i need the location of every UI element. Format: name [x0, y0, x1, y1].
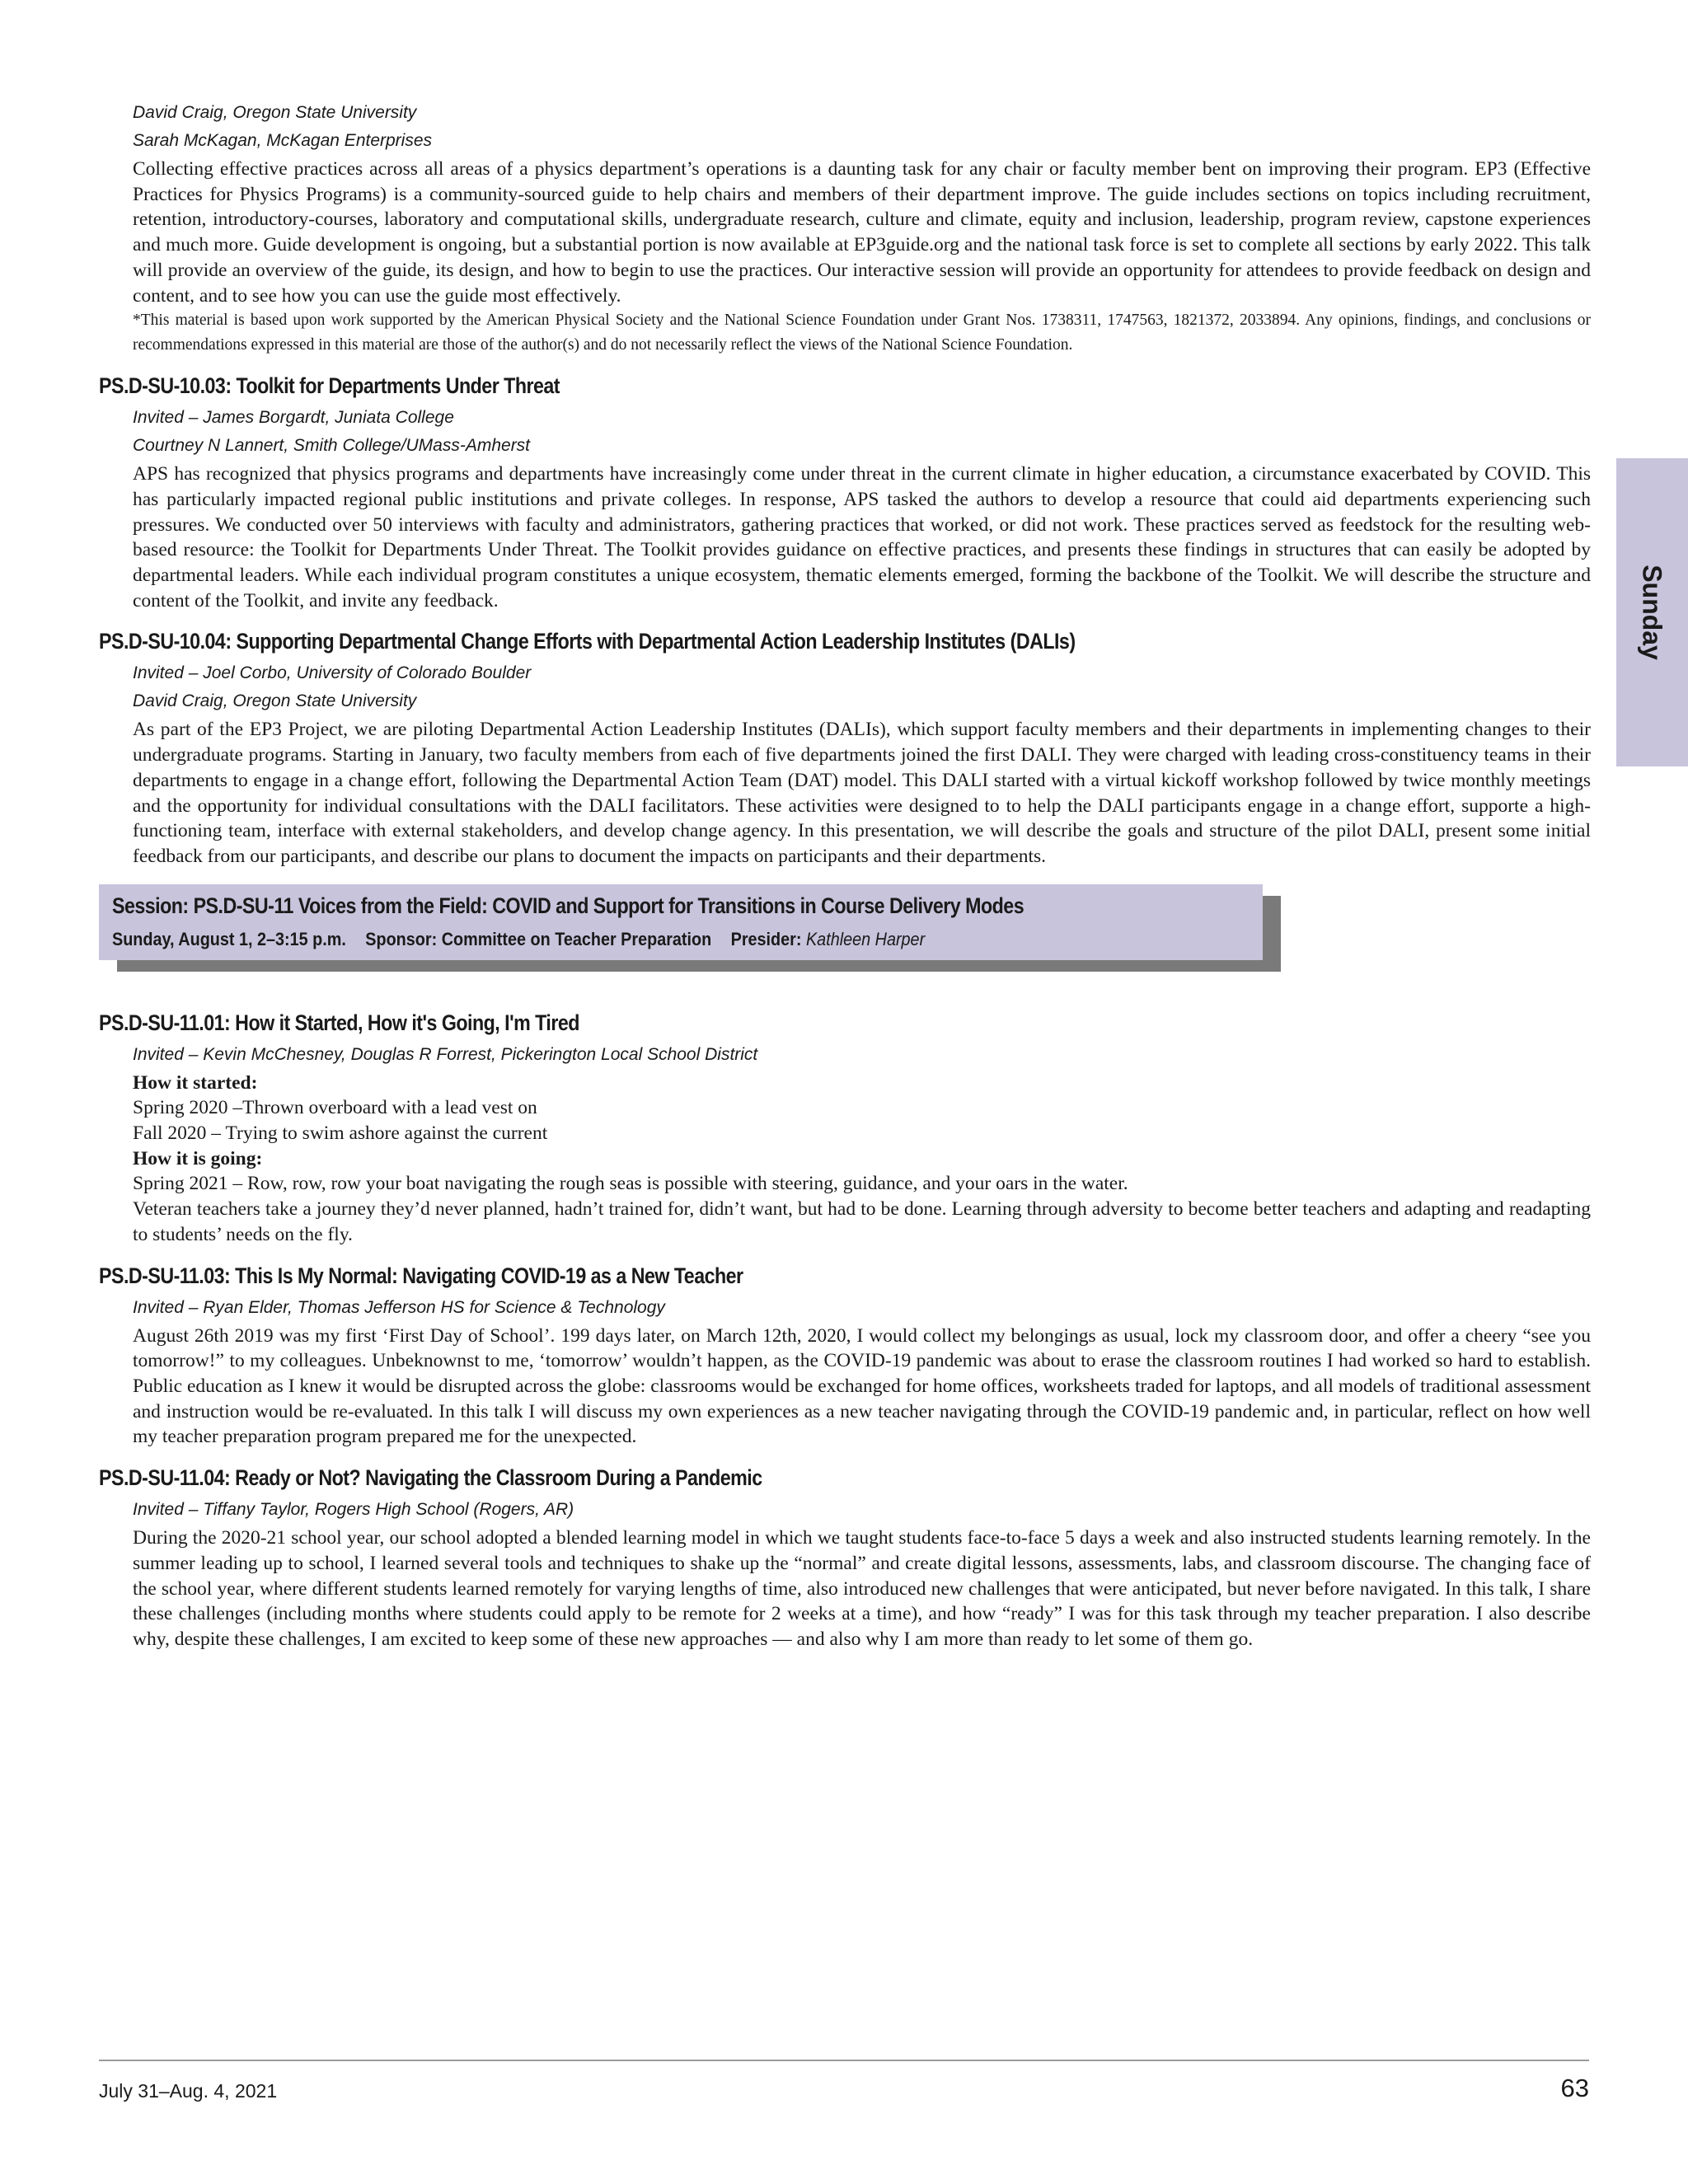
session-header — [99, 884, 1591, 985]
presider-label: Presider: — [730, 928, 802, 949]
author-line: Invited – Kevin McChesney, Douglas R Forrest, Pickerington Local School District — [133, 1044, 758, 1064]
talk-title: PS.D-SU-11.03: This Is My Normal: Navigating COVID-19 as a New Teacher — [99, 1263, 743, 1288]
abstract-text: APS has recognized that physics programs and departments have increasingly come under threat in the current climate in higher education, a circumstance exacerbated by COVID. This has particularly impacted regional public institutions and private colleges. In response, APS tasked the authors to develop a resource that could aid departments experiencing such pressures. We conducted over 50 interviews with faculty and administrators, gathering practices that worked, or did not work. These practices served as feedstock for the resulting web-based resource: the Toolkit for Departments Under Threat. The Toolkit provides guidance on effective practices, and presents these findings in structures that can easily be adopted by departmental leaders. While each individual program constitutes a unique ecosystem, thematic elements emerged, forming the backbone of the Toolkit. We will describe the structure and content of the Toolkit, and invite any feedback. — [133, 463, 1591, 612]
sponsor-label: Sponsor: — [365, 928, 438, 949]
talk-title: PS.D-SU-10.04: Supporting Departmental Change Efforts with Departmental Action Leadership Institutes (DALIs) — [99, 629, 1076, 654]
going-line: Spring 2021 – Row, row, row your boat navigating the rough seas is possible with steering, guidance, and your oars in the water. — [133, 1173, 1128, 1195]
session-title: Session: PS.D-SU-11 Voices from the Field: COVID and Support for Transitions in Course Delivery Modes — [112, 893, 1025, 918]
page-number: 63 — [1560, 2074, 1589, 2102]
closing-text: Veteran teachers take a journey they’d never planned, hadn’t trained for, didn’t want, but had to be done. Learning through adversity to become better teachers and adapting and readapting to students’ needs on the fly. — [133, 1198, 1591, 1245]
session-time: Sunday, August 1, 2–3:15 p.m. — [112, 928, 346, 949]
talk-title: PS.D-SU-11.04: Ready or Not? Navigating the Classroom During a Pandemic — [99, 1465, 762, 1491]
footer-dates: July 31–Aug. 4, 2021 — [99, 2080, 278, 2102]
talk-entry — [99, 1463, 1591, 1652]
author-line: David Craig, Oregon State University — [133, 103, 417, 122]
section-tab-label: Sunday — [1637, 565, 1667, 660]
started-line: Spring 2020 –Thrown overboard with a lead vest on — [133, 1097, 537, 1119]
abstract-text: During the 2020-21 school year, our school adopted a blended learning model in which we taught students face-to-face 5 days a week and also instructed students learning remotely. In the summer leading up to school, I learned several tools and techniques to shake up the “normal” and create digital lessons, assessments, labs, and classroom discourse. The changing face of the school year, where different students learned remotely for varying lengths of time, also introduced new challenges that were anticipated, but never before navigated. In this talk, I share these challenges (including months where students could apply to be remote for 2 weeks at a time), and how “ready” I was for this task through my teacher preparation. I also describe why, despite these challenges, I am excited to keep some of these new approaches — and also why I am more than ready to let some of them go. — [133, 1527, 1591, 1650]
talk-entry — [99, 626, 1591, 869]
footer-divider — [99, 2060, 1589, 2061]
session-box — [99, 884, 1263, 960]
author-line: Courtney N Lannert, Smith College/UMass-Amherst — [133, 436, 531, 456]
sponsor-name: Committee on Teacher Preparation — [441, 928, 712, 949]
presider-name: Kathleen Harper — [805, 928, 926, 949]
talk-entry — [99, 1261, 1591, 1451]
started-heading: How it started: — [133, 1071, 258, 1094]
author-line: Invited – Tiffany Taylor, Rogers High School (Rogers, AR) — [133, 1500, 574, 1520]
page-content — [99, 97, 1591, 1652]
author-line: Sarah McKagan, McKagan Enterprises — [133, 131, 433, 150]
footnote-text: *This material is based upon work supported by the American Physical Society and the National Science Foundation under Grant Nos. 1738311, 1747563, 1821372, 2033894. Any opinions, findings, and conclusions or recommendations expressed in this material are those of the author(s) and do not necessarily reflect the views of the National Science Foundation. — [133, 312, 1591, 354]
abstract-text: Collecting effective practices across all areas of a physics department’s operations is a daunting task for any chair or faculty member bent on improving their program. EP3 (Effective Practices for Physics Programs) is a community-sourced guide to help chairs and members of their department improve. The guide includes sections on topics including recruitment, retention, introductory-courses, laboratory and computational skills, undergraduate research, culture and climate, equity and inclusion, leadership, program review, capstone experiences and much more. Guide development is ongoing, but a substantial portion is now available at EP3guide.org and the national task force is set to complete all sections by early 2022. This talk will provide an overview of the guide, its design, and how to begin to use the practices. Our interactive session will provide an opportunity for attendees to provide feedback on design and content, and to see how you can use the guide most effectively. — [133, 158, 1591, 307]
abstract-text: August 26th 2019 was my first ‘First Day of School’. 199 days later, on March 12th, 2020, I would collect my belongings as usual, lock my classroom door, and offer a cheery “see you tomorrow!” to my colleagues. Unbeknownst to me, ‘tomorrow’ wouldn’t happen, as the COVID-19 pandemic was about to erase the classroom routines I had worked so hard to establish. Public education as I knew it would be disrupted across the globe: classrooms would be exchanged for home offices, worksheets traded for laptops, and all models of traditional assessment and instruction would be re-evaluated. In this talk I will discuss my own experiences as a new teacher navigating through the COVID-19 pandemic and, in particular, reflect on how well my teacher preparation program prepared me for the unexpected. — [133, 1324, 1591, 1448]
talk-entry — [99, 371, 1591, 613]
talk-title: PS.D-SU-10.03: Toolkit for Departments Under Threat — [99, 373, 560, 399]
going-heading: How it is going: — [133, 1147, 263, 1169]
talk-entry — [99, 1008, 1591, 1248]
talk-title: PS.D-SU-11.01: How it Started, How it's Going, I'm Tired — [99, 1010, 579, 1035]
session-meta — [112, 927, 925, 952]
section-tab — [1616, 458, 1688, 766]
author-line: Invited – Ryan Elder, Thomas Jefferson HS for Science & Technology — [133, 1297, 665, 1317]
abstract-text: As part of the EP3 Project, we are piloting Departmental Action Leadership Institutes (DALIs), which support faculty members and their departments in implementing changes to their undergraduate programs. Starting in January, two faculty members from each of five departments joined the first DALI. They were charged with leading cross-constituency teams in their departments to engage in a change effort, following the Departmental Action Team (DAT) model. This DALI started with a virtual kickoff workshop followed by twice monthly meetings and the opportunity for individual consultations with the DALI facilitators. These activities were designed to to help the DALI participants engage in a change effort, supporte a high-functioning team, interface with external stakeholders, and develop change agency. In this presentation, we will describe the goals and structure of the pilot DALI, present some initial feedback from our participants, and describe our plans to document the impacts on participants and their departments. — [133, 719, 1591, 867]
author-line: Invited – James Borgardt, Juniata College — [133, 408, 454, 428]
author-line: Invited – Joel Corbo, University of Colorado Boulder — [133, 663, 532, 683]
intro-abstract-block — [99, 101, 1591, 358]
author-line: David Craig, Oregon State University — [133, 691, 417, 711]
started-line: Fall 2020 – Trying to swim ashore against the current — [133, 1122, 548, 1145]
